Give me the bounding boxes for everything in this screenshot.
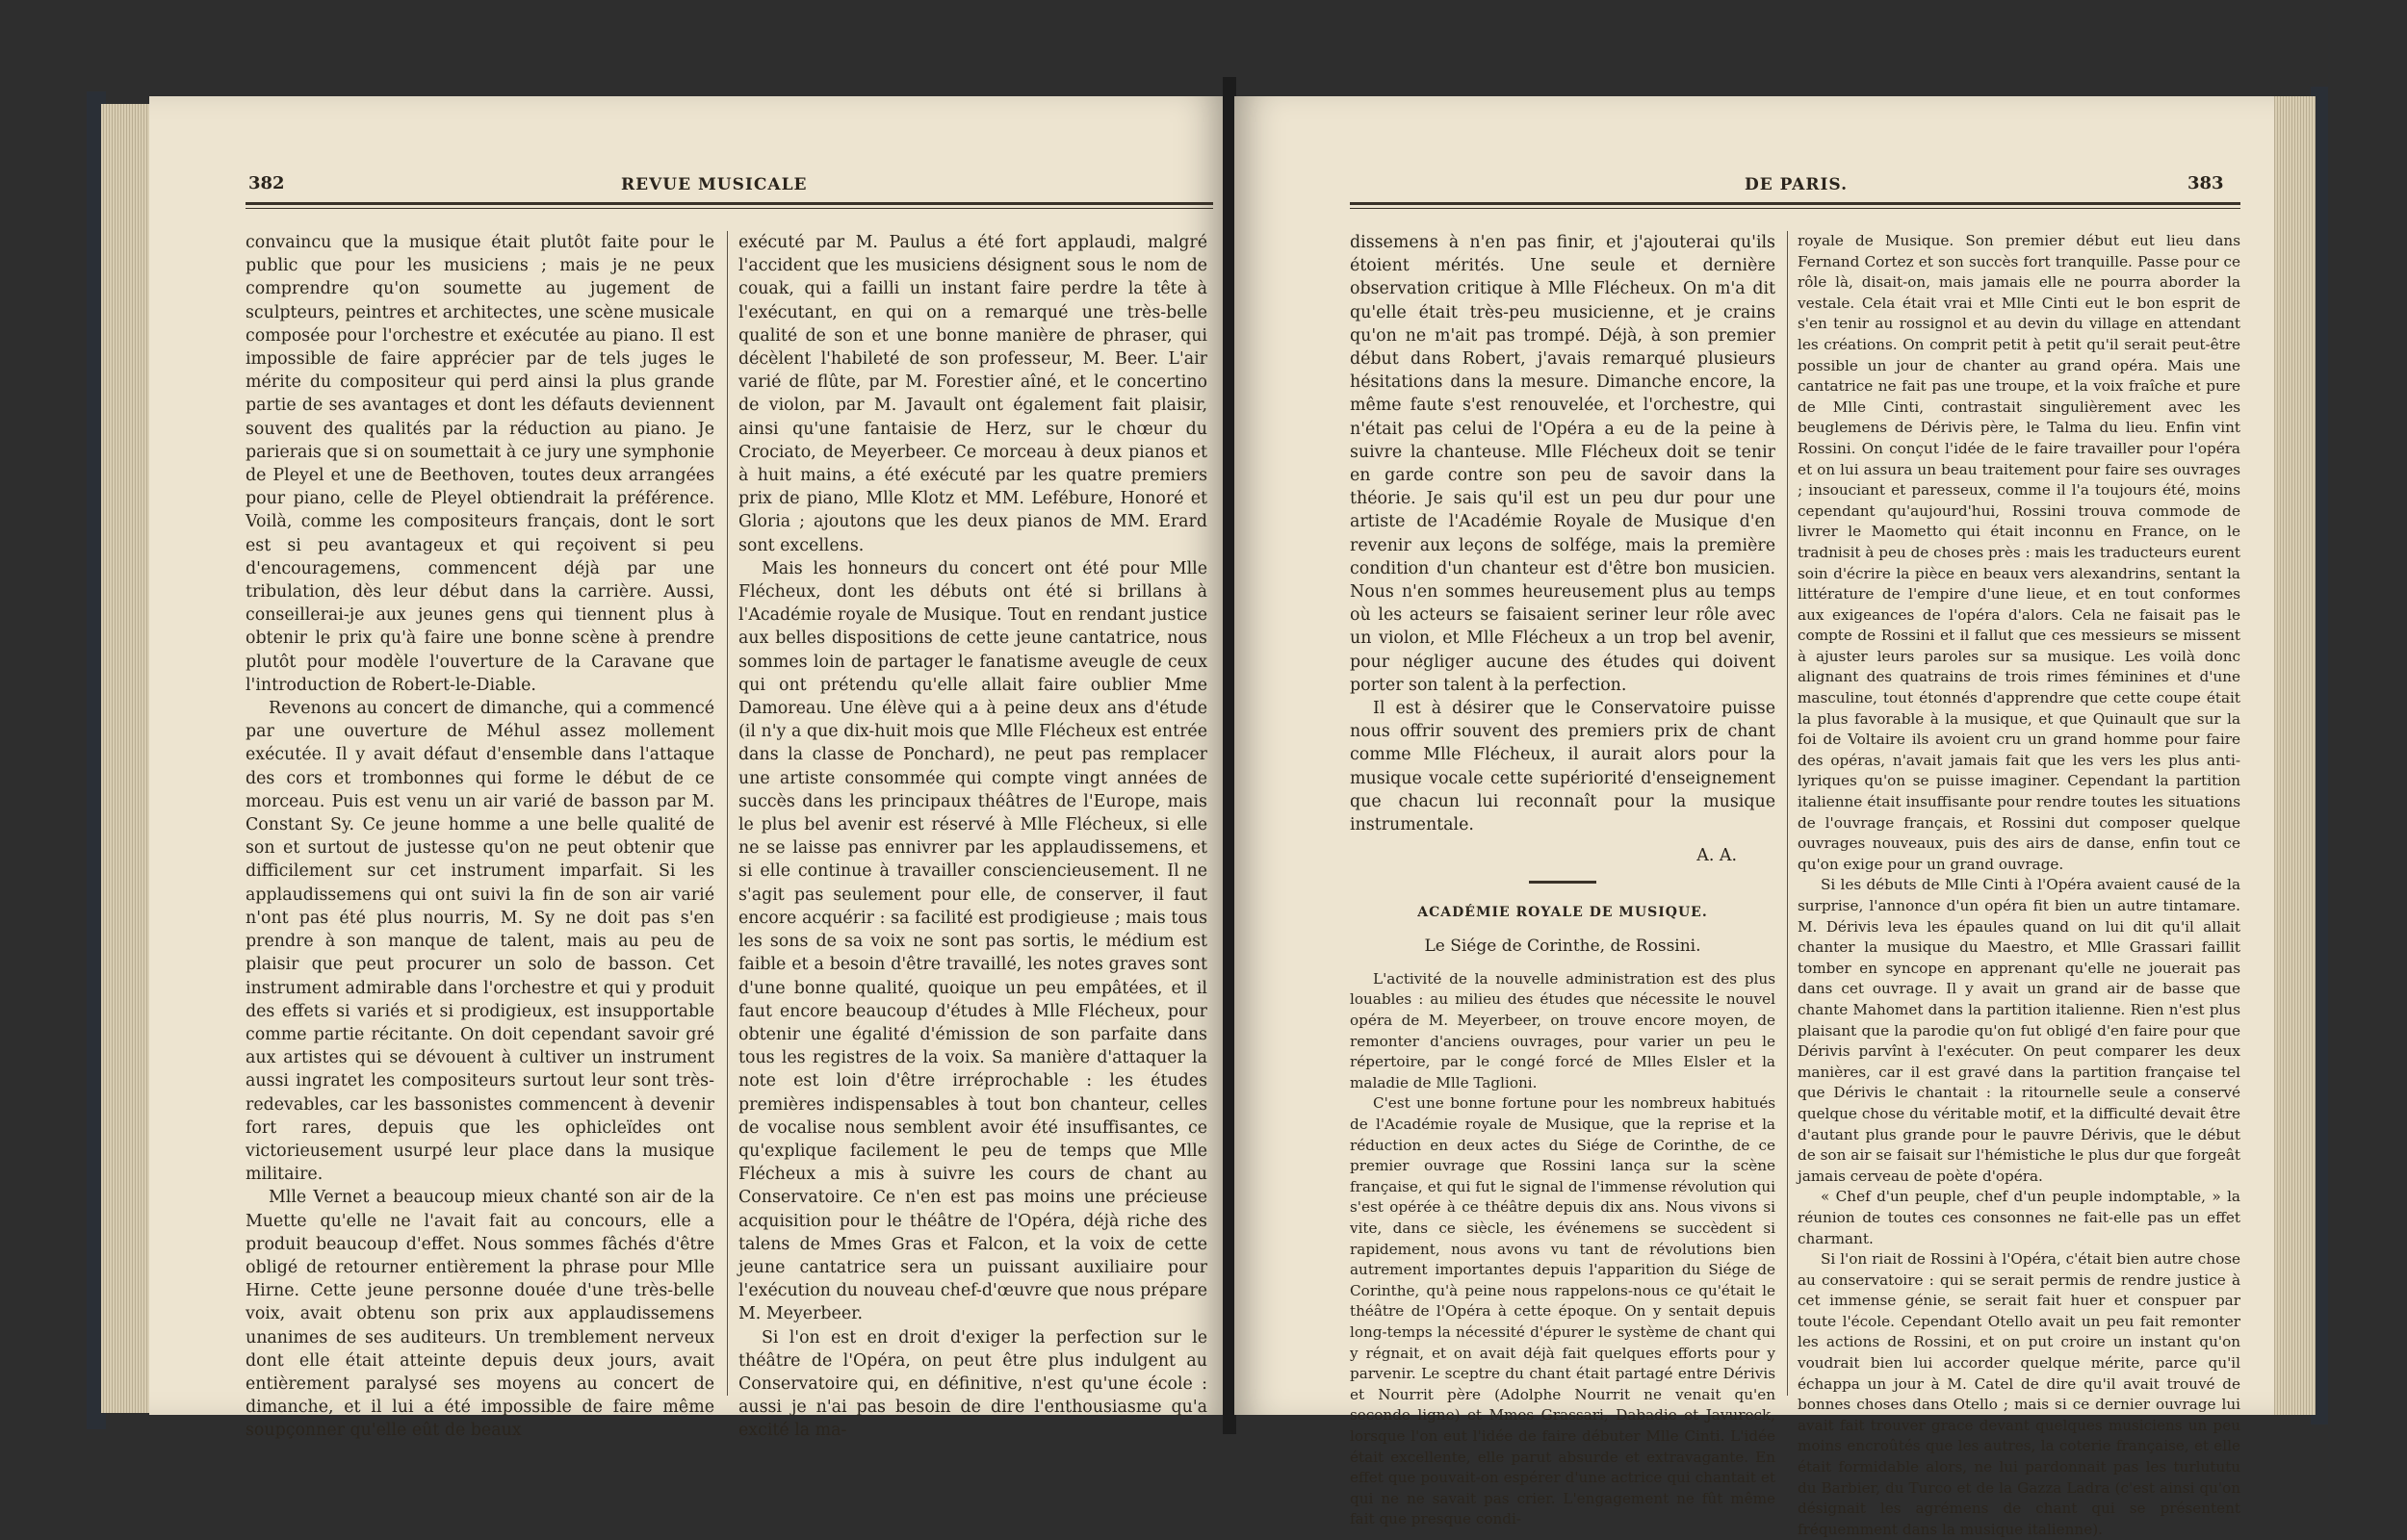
paragraph: Si les débuts de Mlle Cinti à l'Opéra avaient causé de la surprise, l'annonce d'un opéra fit bien un autre tintamare. M. Dérivis leva les épaules quand on lui dit qu'il allait chanter la musique du Maestro, et Mlle Grassari faillit tomber en syncope en apprenant qu'elle ne jouerait pas dans cet ouvrage. Il y avait un grand air de basse que chante Mahomet dans la partition italienne. Rien n'est plus plaisant que la parodie qu'on fut obligé d'en faire pour que Dérivis parvînt à l'exécuter. On peut comparer les deux manières, car il est gravé dans la partition française tel que Dérivis le chantait : la ritournelle seule a conservé quelque chose du véritable motif, et la difficulté devait être d'autant plus grande pour le pauvre Dérivis, que le début de son air se faisait sur l'hémistiche le plus dur que forgeât jamais cerveau de poète d'opéra. xyxy=(1798,876,2240,1185)
page-edges-left xyxy=(101,104,151,1413)
paragraph: exécuté par M. Paulus a été fort applaudi, malgré l'accident que les musiciens désignent sous le nom de couak, qui a failli un instant faire perdre la tête à l'exécutant, en qui on a remarqué une très-belle qualité de son et une bonne manière de phraser, qui décèlent l'habileté de son professeur, M. Beer. L'air varié de flûte, par M. Forestier aîné, et le concertino de violon, par M. Javault ont également fait plaisir, ainsi qu'une fantaisie de Herz, sur le chœur du Crociato, de Meyerbeer. Ce morceau à deux pianos et à huit mains, a été exécuté par les quatre premiers prix de piano, Mlle Klotz et MM. Lefébure, Honoré et Gloria ; ajoutons que les deux pianos de MM. Erard sont excellens. xyxy=(738,233,1207,555)
section-subtitle: Le Siége de Corinthe, de Rossini. xyxy=(1424,936,1701,956)
column-rule xyxy=(1787,231,1788,1396)
paragraph: Si l'on riait de Rossini à l'Opéra, c'était bien autre chose au conservatoire : qui se serait permis de rendre justice à cet immense génie, se serait fait huer et conspuer par toute l'école. Cependant Otello avait un peu fait remonter les actions de Rossini, et on put croire un instant qu'on voudrait bien lui accorder quelque mérite, parce qu'il échappa un jour à M. Catel de dire qu'il avait trouvé de bonnes choses dans Otello ; mais si ce dernier ouvrage lui avait fait trouver grace devant quelques musiciens un peu moins encroûtés que les autres, la coterie française, et elle était formidable alors, ne lui pardonnait pas les turlututu du Barbier, du Turco et de la Gazza Ladra (c'est ainsi qu'on désignait les agrémens de chant qui se présentent fréquemment dans la musique italienne). xyxy=(1798,1250,2240,1538)
left-page xyxy=(149,96,1225,1441)
text-column-1 xyxy=(246,231,714,1441)
running-head: REVUE MUSICALE xyxy=(621,175,808,194)
paragraph: convaincu que la musique était plutôt faite pour le public que pour les musiciens ; mais je ne peux comprendre qu'on soumette au jugement de sculpteurs, peintres et architectes, une scène musicale composée pour l'orchestre et exécutée au piano. Il est impossible de faire apprécier par de tels juges le mérite du compositeur qui perd ainsi la plus grande partie de ses avantages et dont les défauts deviennent souvent des qualités par la réduction au piano. Je parierais que si on soumettait à ce jury une symphonie de Pleyel et une de Beethoven, toutes deux arrangées pour piano, celle de Pleyel obtiendrait la préférence. Voilà, comme les compositeurs français, dont le sort est si peu avantageux et qui reçoivent si peu d'encouragemens, commencent déjà par une tribulation, dès leur début dans la carrière. Aussi, conseillerai-je aux jeunes gens qui tiennent plus à obtenir le prix qu'à faire une bonne scène à prendre plutôt pour modèle l'ouverture de la Caravane que l'introduction de Robert-le-Diable. xyxy=(246,233,714,695)
page-number: 382 xyxy=(248,173,285,193)
header-rule-thin xyxy=(1350,208,2240,209)
header-rule-thin xyxy=(246,208,1213,209)
paragraph: Revenons au concert de dimanche, qui a commencé par une ouverture de Méhul assez mollement exécutée. Il y avait défaut d'ensemble dans l'attaque des cors et trombonnes qui forme le début de ce morceau. Puis est venu un air varié de basson par M. Constant Sy. Ce jeune homme a une belle qualité de son et surtout de justesse qu'on ne peut obtenir que difficilement sur cet instrument imparfait. Si les applaudissemens qui ont suivi la fin de son air varié n'ont pas été plus nourris, M. Sy ne doit pas s'en prendre à son manque de talent, mais au peu de plaisir que peut procurer un solo de basson. Cet instrument admirable dans l'orchestre et qui y produit des effets si variés et si prodigieux, est insupportable comme partie récitante. On doit cependant savoir gré aux artistes qui se dévouent à cultiver un instrument aussi ingratet les compositeurs surtout leur sont très-redevables, car les bassonistes commencent à devenir fort rares, depuis que les ophicleïdes ont victorieusement usurpé leur place dans la musique militaire. xyxy=(246,699,714,1185)
signature: A. A. xyxy=(1696,846,1737,866)
running-head: DE PARIS. xyxy=(1745,175,1849,194)
right-page xyxy=(1234,96,2274,1538)
paragraph: C'est une bonne fortune pour les nombreux habitués de l'Académie royale de Musique, que la reprise et la réduction en deux actes du Siége de Corinthe, de ce premier ouvrage que Rossini lança sur la scène française, et qui fut le signal de l'immense révolution qui s'est opérée à ce théâtre depuis dix ans. Nous vivons si vite, dans ce siècle, les événemens se succèdent si rapidement, nous avons vu tant de révolutions bien autrement importantes depuis l'apparition du Siége de Corinthe, qu'à peine nous rappelons-nous ce qu'était le théâtre de l'Opéra à cette époque. On y sentait depuis long-temps la nécessité d'épurer le système de chant qui y régnait, et on avait déjà fait quelques efforts pour y parvenir. Le sceptre du chant était partagé entre Dérivis et Nourrit père (Adolphe Nourrit ne venait qu'en seconde ligne) et Mmes Grassari, Dabadie et Javureck, lorsque l'on eut l'idée de faire débuter Mlle Cinti. L'idée était excellente, elle parut absurde et extravagante. En effet que pouvait-on espérer d'une actrice qui chantait et qui ne ne savait pas crier. L'engagement ne fût même fait que presque condi- xyxy=(1350,1094,1775,1528)
paragraph: « Chef d'un peuple, chef d'un peuple indomptable, » la réunion de toutes ces consonnes ne fait-elle pas un effet charmant. xyxy=(1798,1188,2240,1247)
paragraph: Mlle Vernet a beaucoup mieux chanté son air de la Muette qu'elle ne l'avait fait au concours, elle a produit beaucoup d'effet. Nous sommes fâchés d'être obligé de retourner entièrement la phrase pour Mlle Hirne. Cette jeune personne douée d'une très-belle voix, avait obtenu son prix aux applaudissemens unanimes de ses auditeurs. Un tremblement nerveux dont elle était atteinte depuis deux jours, avait entièrement paralysé ses moyens au concert de dimanche, et il lui a été impossible de faire même soupçonner qu'elle eût de beaux xyxy=(246,1188,714,1441)
paragraph: Il est à désirer que le Conservatoire puisse nous offrir souvent des premiers prix de chant comme Mlle Flécheux, il aurait alors pour la musique vocale cette supériorité d'enseignement que chacun lui reconnaît pour la musique instrumentale. xyxy=(1350,699,1775,835)
text-column-2 xyxy=(1798,231,2240,1538)
paragraph: Mais les honneurs du concert ont été pour Mlle Flécheux, dont les débuts ont été si brillans à l'Académie royale de Musique. Tout en rendant justice aux belles dispositions de cette jeune cantatrice, nous sommes loin de partager le fanatisme aveugle de ceux qui ont prétendu qu'elle allait faire oublier Mme Damoreau. Une élève qui a à peine deux ans d'étude (il n'y a que dix-huit mois que Mlle Flécheux est entrée dans la classe de Ponchard), ne peut pas remplacer une artiste consommée qui compte vingt années de succès dans les principaux théâtres de l'Europe, mais le plus bel avenir est réservé à Mlle Flécheux, si elle ne se laisse pas ennivrer par les applaudissemens, et si elle continue à travailler consciencieusement. Il ne s'agit pas seulement pour elle, de conserver, il faut encore acquérir : sa facilité est prodigieuse ; mais tous les sons de sa voix ne sont pas sortis, le médium est faible et a besoin d'être travaillé, les notes graves sont d'une bonne qualité, quoique un peu empâtées, et il faut encore beaucoup d'études à Mlle Flécheux, pour obtenir une égalité d'émission de son parfaite dans tous les registres de la voix. Sa manière d'attaquer la note est loin d'être irréprochable : les études premières indispensables à tout bon chanteur, celles de vocalise nous semblent avoir été insuffisantes, ce qu'explique facilement le peu de temps que Mlle Flécheux a mis à suivre les cours de chant au Conservatoire. Ce n'en est pas moins une précieuse acquisition pour le théâtre de l'Opéra, déjà riche des talens de Mmes Gras et Falcon, et la voix de cette jeune cantatrice sera un puissant auxiliaire pour l'exécution du nouveau chef-d'œuvre que nous prépare M. Meyerbeer. xyxy=(738,558,1207,1324)
page-edges-right xyxy=(2272,96,2316,1415)
header-rule xyxy=(1350,202,2240,205)
section-title: ACADÉMIE ROYALE DE MUSIQUE. xyxy=(1417,905,1708,921)
header-rule xyxy=(246,202,1213,205)
section-divider xyxy=(1529,881,1596,884)
paragraph: dissemens à n'en pas finir, et j'ajouterai qu'ils étoient mérités. Une seule et dernière observation critique à Mlle Flécheux. On m'a dit qu'elle était très-peu musicienne, et je crains qu'on ne m'ait pas trompé. Déjà, à son premier début dans Robert, j'avais remarqué plusieurs hésitations dans la mesure. Dimanche encore, la même faute s'est renouvelée, et l'orchestre, qui n'était pas celui de l'Opéra a eu de la peine à suivre la chanteuse. Mlle Flécheux doit se tenir en garde contre son peu de savoir dans la théorie. Je sais qu'il est un peu dur pour une artiste de l'Académie Royale de Musique d'en revenir aux leçons de solfége, mais la première condition d'un chanteur est d'être bon musicien. Nous n'en sommes heureusement plus au temps où les acteurs se faisaient seriner leur rôle avec un violon, et Mlle Flécheux a un trop bel avenir, pour négliger aucune des études qui doivent porter son talent à la perfection. xyxy=(1350,233,1775,695)
column-rule xyxy=(727,231,728,1396)
paragraph: Si l'on est en droit d'exiger la perfection sur le théâtre de l'Opéra, on peut être plus indulgent au Conservatoire qui, en définitive, n'est qu'une école : aussi je n'ai pas besoin de dire l'enthousiasme qu'a excité la ma- xyxy=(738,1327,1207,1441)
text-column-1 xyxy=(1350,231,1775,1528)
page-number: 383 xyxy=(2187,173,2224,193)
paragraph: royale de Musique. Son premier début eut lieu dans Fernand Cortez et son succès fort tranquille. Passe pour ce rôle là, disait-on, mais jamais elle ne pourra aborder la vestale. Cela était vrai et Mlle Cinti eut le bon esprit de s'en tenir au rossignol et au devin du village en attendant les créations. On comprit petit à petit qu'il serait peut-être possible un jour de chanter au grand opéra. Mais une cantatrice ne fait pas une troupe, et la voix fraîche et pure de Mlle Cinti, contrastait singulièrement avec les beuglemens de Dérivis père, le Talma du lieu. Enfin vint Rossini. On conçut l'idée de le faire travailler pour l'opéra et on lui assura un beau traitement pour faire ses ouvrages ; insouciant et paresseux, comme il l'a toujours été, moins cependant qu'aujourd'hui, Rossini trouva commode de livrer le Maometto qui était inconnu en France, on le tradnisit à peu de choses près : mais les traducteurs eurent soin d'écrire la pièce en beaux vers alexandrins, sentant la littérature de l'empire d'une lieue, et en tout conformes aux exigeances de l'opéra d'alors. Cela ne faisait pas le compte de Rossini et il fallut que ces messieurs se missent à ajuster leurs paroles sur sa musique. Les voilà donc alignant des quatrains de trois rimes féminines et d'une masculine, tout étonnés d'apprendre que cette coupe était la plus favorable à la musique, et que Quinault que sur la foi de Voltaire ils avoient cru un grand homme pour faire des opéras, n'avait jamais fait que les vers les plus anti-lyriques qu'on se puisse imaginer. Cependant la partition italienne était insuffisante pour rendre toutes les situations de l'ouvrage français, et Rossini dut composer quelque ouvrages nouveaux, puis des airs de danse, enfin tout ce qu'on exige pour un grand ouvrage. xyxy=(1798,232,2240,873)
text-column-2 xyxy=(738,231,1207,1441)
paragraph: L'activité de la nouvelle administration est des plus louables : au milieu des études que nécessite le nouvel opéra de M. Meyerbeer, on trouve encore moyen, de remonter d'anciens ouvrages, pour varier un peu le répertoire, par le congé forcé de Mlles Elsler et la maladie de Mlle Taglioni. xyxy=(1350,969,1775,1091)
